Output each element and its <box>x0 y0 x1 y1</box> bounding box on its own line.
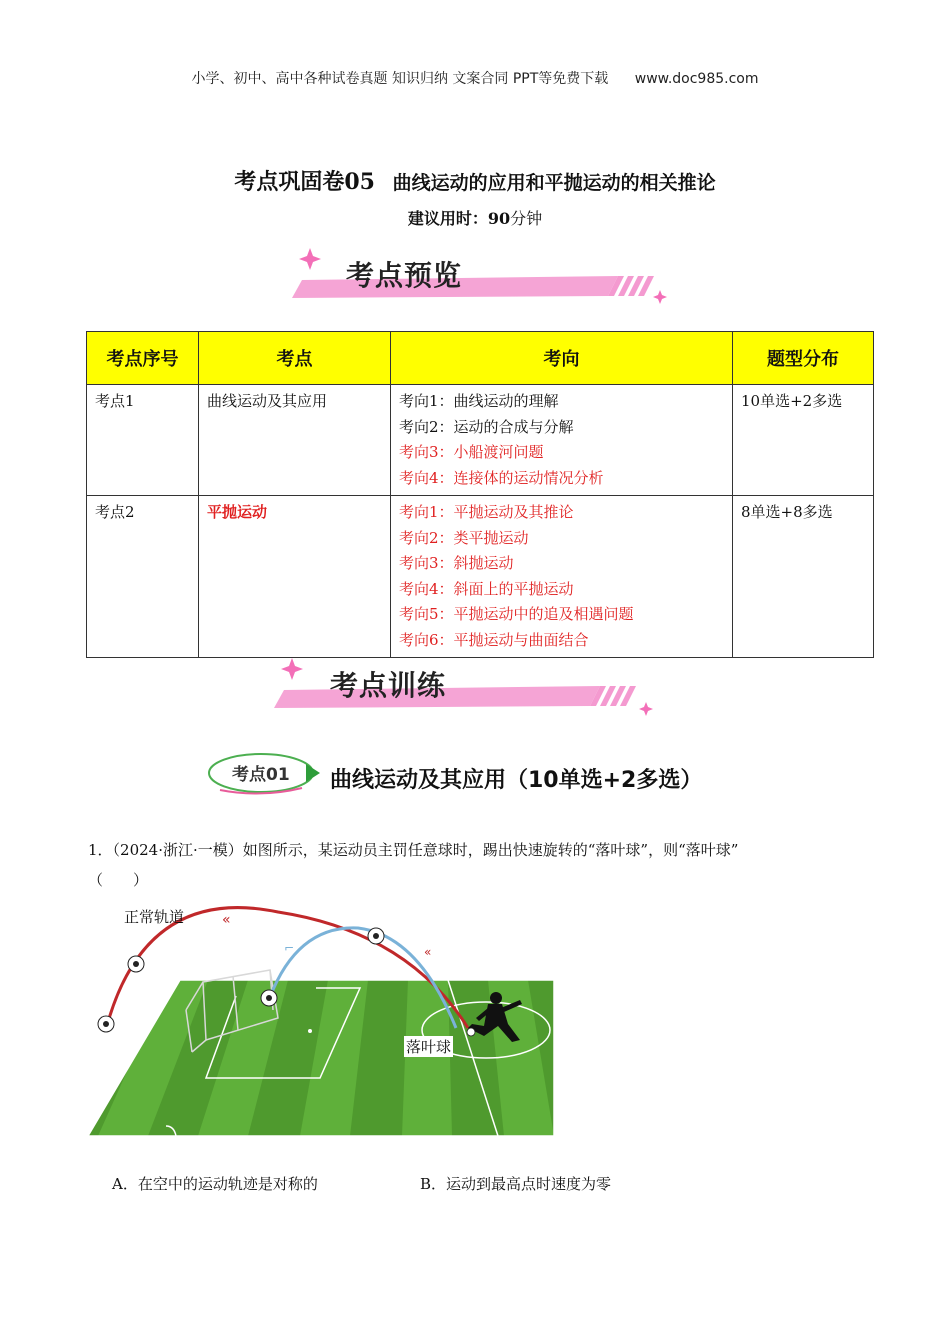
th-distribution: 题型分布 <box>733 332 874 385</box>
table-row <box>87 385 874 496</box>
header-site-link[interactable]: www.doc985.com <box>634 71 759 87</box>
th-topic: 考点 <box>199 332 391 385</box>
option-text: 在空中的运动轨迹是对称的 <box>137 1175 318 1193</box>
direction-item: 考向6：平抛运动与曲面结合 <box>399 630 589 649</box>
cell-distribution: 10单选+2多选 <box>733 385 874 496</box>
direction-item: 考向1：曲线运动的理解 <box>399 392 559 410</box>
page-title <box>0 165 950 196</box>
cell-directions <box>391 496 733 658</box>
training-banner <box>270 652 660 722</box>
option-letter: A． <box>112 1175 138 1193</box>
svg-text:⌐: ⌐ <box>284 941 295 955</box>
cell-no: 考点2 <box>87 496 199 658</box>
header-text: 小学、初中、高中各种试卷真题 知识归纳 文案合同 PPT等免费下载 <box>191 71 609 87</box>
svg-text:«: « <box>424 945 432 959</box>
option-b[interactable] <box>420 1173 611 1194</box>
direction-item: 考向3：小船渡河问题 <box>399 443 544 461</box>
th-direction: 考向 <box>391 332 733 385</box>
direction-item: 考向2：类平抛运动 <box>399 528 529 547</box>
direction-item: 考向5：平抛运动中的追及相遇问题 <box>399 605 634 623</box>
topic-table <box>86 331 874 658</box>
preview-banner-text: 考点预览 <box>346 259 463 292</box>
table-header-row <box>87 332 874 385</box>
section-badge <box>206 752 324 798</box>
label-leaf-ball: 落叶球 <box>406 1038 452 1056</box>
cell-no: 考点1 <box>87 385 199 496</box>
page-header <box>0 68 950 88</box>
option-a[interactable] <box>112 1173 318 1194</box>
preview-banner <box>288 240 673 310</box>
title-main: 考点巩固卷05 <box>234 169 375 195</box>
direction-item: 考向4：连接体的运动情况分析 <box>399 468 604 487</box>
table-row <box>87 496 874 658</box>
badge-text: 考点01 <box>232 765 290 785</box>
cell-directions <box>391 385 733 496</box>
question-paren: （ ） <box>88 871 149 889</box>
direction-item: 考向4：斜面上的平抛运动 <box>399 579 574 598</box>
label-normal-trajectory: 正常轨道 <box>124 908 185 926</box>
question-stem: 1．（2024·浙江·一模）如图所示，某运动员主罚任意球时，踢出快速旋转的“落叶球”，则“落叶球” <box>88 841 739 859</box>
direction-item: 考向3：斜抛运动 <box>399 554 514 572</box>
training-banner-text: 考点训练 <box>330 669 447 702</box>
option-letter: B． <box>420 1175 447 1193</box>
time-hint-label: 建议用时：90 <box>407 209 511 228</box>
svg-text:«: « <box>222 912 231 928</box>
section-title: 曲线运动及其应用（10单选+2多选） <box>330 768 703 793</box>
banner-decoration <box>270 652 660 722</box>
cell-topic: 平抛运动 <box>199 496 391 658</box>
option-text: 运动到最高点时速度为零 <box>446 1175 612 1193</box>
soccer-figure <box>88 900 558 1140</box>
time-hint-unit: 分钟 <box>510 209 543 228</box>
title-sub: 曲线运动的应用和平抛运动的相关推论 <box>392 172 716 194</box>
time-hint <box>0 206 950 229</box>
question-1 <box>88 835 868 895</box>
th-no: 考点序号 <box>87 332 199 385</box>
cell-topic: 曲线运动及其应用 <box>199 385 391 496</box>
direction-item: 考向1：平抛运动及其推论 <box>399 503 574 521</box>
direction-item: 考向2：运动的合成与分解 <box>399 417 574 436</box>
cell-distribution: 8单选+8多选 <box>733 496 874 658</box>
soccer-diagram <box>88 900 558 1140</box>
